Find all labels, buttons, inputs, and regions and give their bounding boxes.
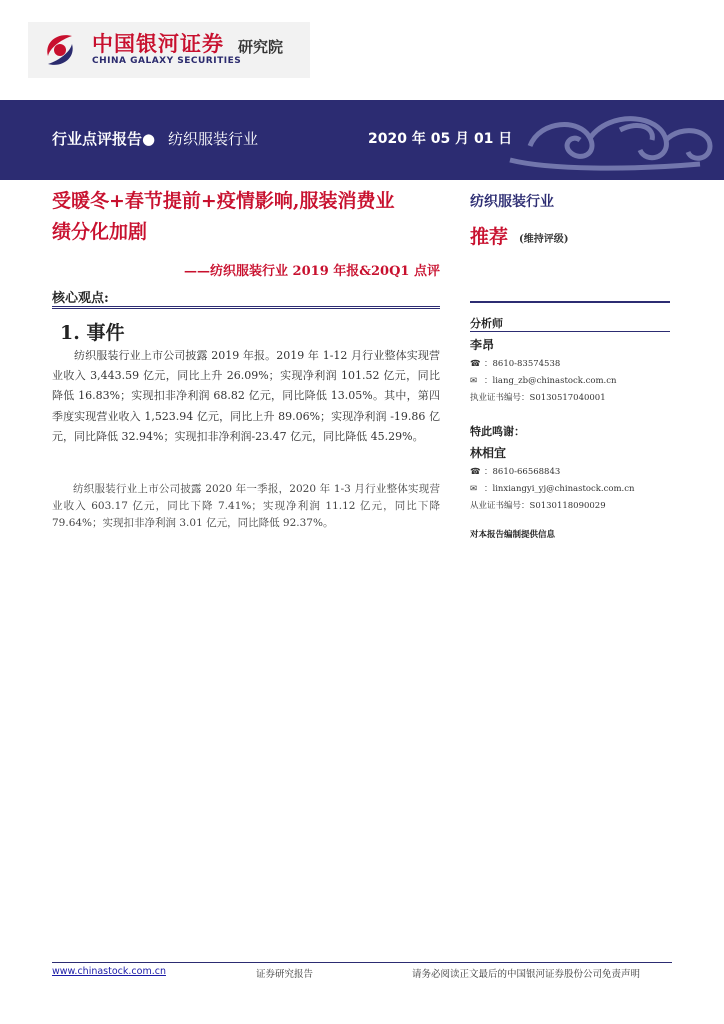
rating-note: (维持评级): [519, 234, 569, 245]
banner-sector: 纺织服装行业: [168, 130, 259, 148]
thanks-name: 林相宜: [470, 446, 507, 460]
analyst-email[interactable]: ✉ ：liang_zb@chinastock.com.cn: [470, 376, 617, 386]
sidebar-note: 对本报告编制提供信息: [470, 530, 556, 540]
logo-chinese-name: 中国银河证券: [92, 32, 224, 56]
rating: 推荐: [470, 226, 509, 248]
report-subtitle: ——纺织服装行业 2019 年报&20Q1 点评: [184, 264, 440, 279]
footer-report-type: 证券研究报告: [256, 969, 314, 980]
section-heading: 1. 事件: [60, 322, 125, 344]
thanks-email[interactable]: ✉ ：linxiangyi_yj@chinastock.com.cn: [470, 484, 635, 494]
title-line-2: 绩分化加剧: [52, 221, 148, 243]
analyst-name: 李昂: [470, 338, 495, 352]
email-icon: ✉: [470, 484, 478, 494]
report-type: 行业点评报告●: [52, 130, 156, 148]
footer-website-link[interactable]: www.chinastock.com.cn: [52, 966, 166, 977]
header-banner: [0, 100, 724, 180]
logo-institute: 研究院: [238, 38, 284, 56]
divider: [52, 306, 440, 307]
analyst-heading: 分析师: [470, 317, 503, 330]
bullet-icon: ●: [142, 130, 156, 148]
phone-icon: ☎: [470, 467, 481, 477]
phone-icon: ☎: [470, 359, 481, 369]
logo: [28, 22, 310, 78]
divider: [470, 331, 670, 332]
paragraph-annual: 纺织服装行业上市公司披露 2019 年报。2019 年 1-12 月行业整体实现营业收入 3,443.59 亿元，同比上升 26.09%；实现净利润 101.52 亿元，同比降低 16.83%；实现扣非净利润 68.82 亿元，同比降低 13.05%。其中，第四季度实现营业收入 1,523.94 亿元，同比上升 89.06%；实现净利润 -19.86 亿元，同比降低 32.94%；实现扣非净利润-23.47 亿元，同比降低 45.29%。: [52, 349, 440, 443]
galaxy-logo-icon: [38, 28, 82, 72]
report-title: [52, 186, 452, 248]
thanks-license: 从业证书编号：S0130118090029: [470, 501, 606, 511]
analyst-license: 执业证书编号：S0130517040001: [470, 393, 606, 403]
divider: [52, 308, 440, 309]
logo-english-name: CHINA GALAXY SECURITIES: [92, 56, 242, 66]
analyst-phone: ☎ ：8610-83574538: [470, 359, 561, 369]
core-views-label: 核心观点:: [52, 291, 109, 306]
cloud-pattern-icon: [470, 100, 724, 180]
thanks-heading: 特此鸣谢：: [470, 425, 525, 438]
email-icon: ✉: [470, 376, 478, 386]
sidebar-sector: 纺织服装行业: [470, 194, 554, 210]
title-line-1: 受暖冬+春节提前+疫情影响,服装消费业: [52, 190, 395, 212]
report-date: 2020 年 05 月 01 日: [368, 131, 513, 147]
footer-divider: [52, 962, 672, 963]
thanks-phone: ☎ ：8610-66568843: [470, 467, 561, 477]
divider: [470, 301, 670, 303]
paragraph-quarterly: 纺织服装行业上市公司披露 2020 年一季报，2020 年 1-3 月行业整体实现营业收入 603.17 亿元，同比下降 7.41%；实现净利润 11.12 亿元，同比下降 79.64%；实现扣非净利润 3.01 亿元，同比降低 92.37%。: [52, 483, 440, 529]
footer-disclaimer: 请务必阅读正文最后的中国银河证券股份公司免责声明: [412, 969, 641, 980]
